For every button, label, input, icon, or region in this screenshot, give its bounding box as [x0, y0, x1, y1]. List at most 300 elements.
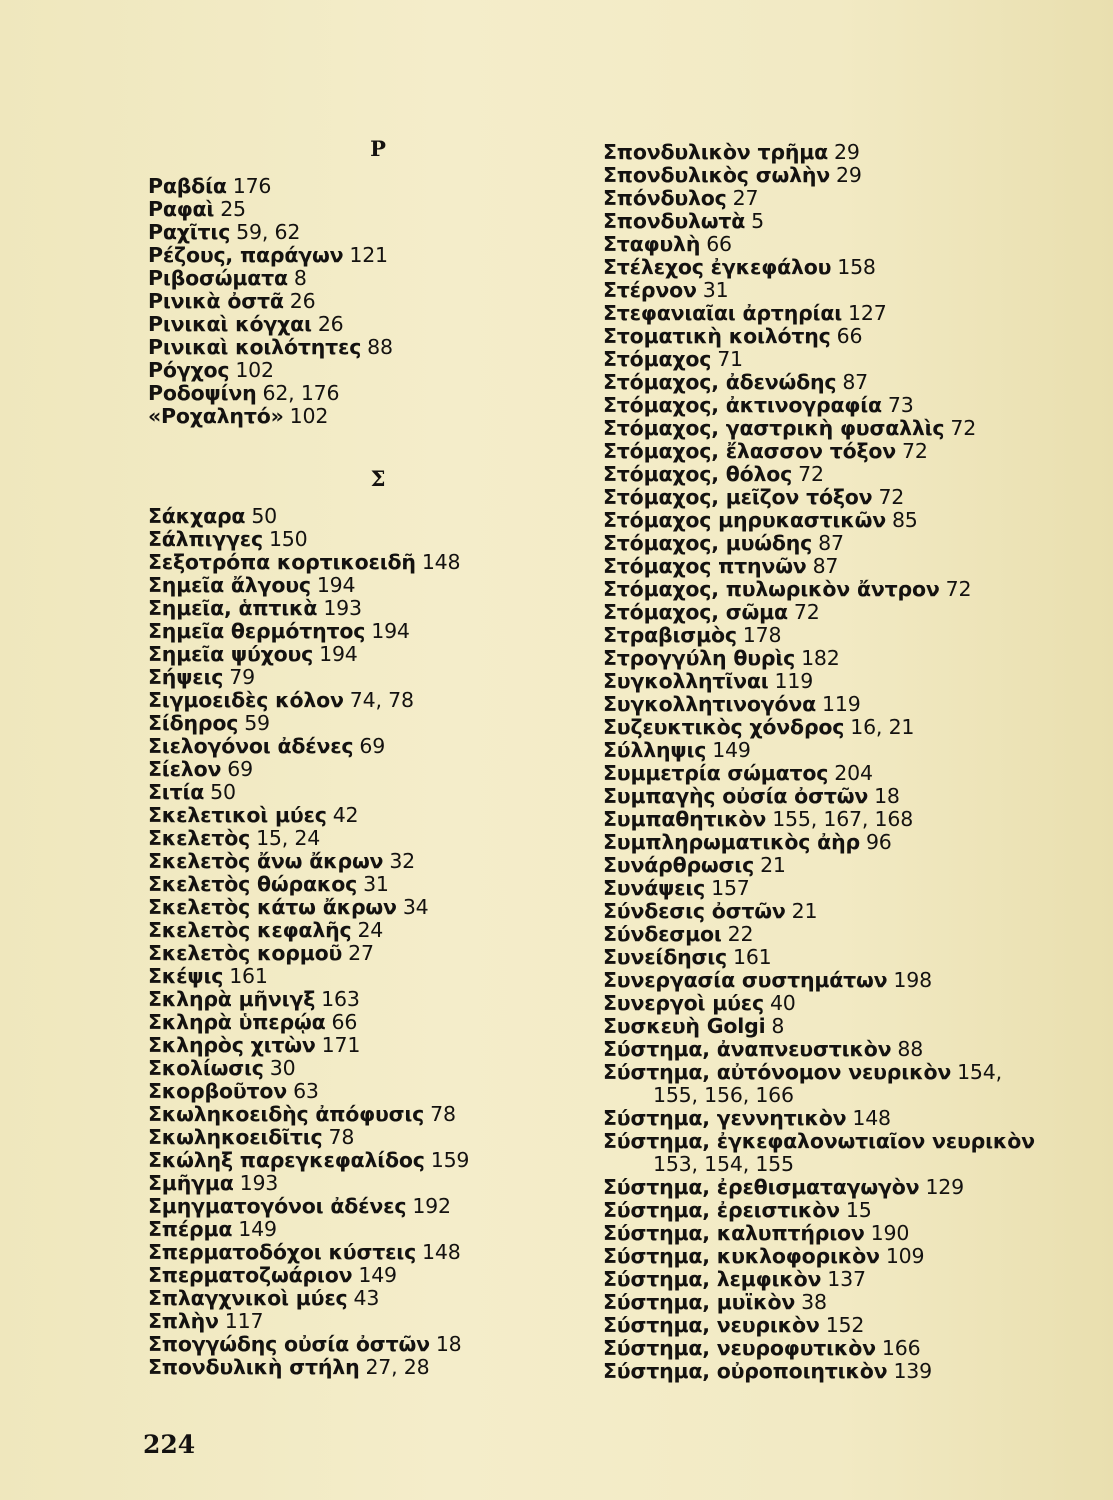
index-page-refs: 87 [818, 531, 844, 555]
index-page-refs: 27, 28 [365, 1355, 430, 1379]
index-page-refs: 15 [845, 1198, 872, 1222]
index-entry [603, 141, 1063, 164]
index-entry-continuation [603, 1153, 1063, 1176]
index-term: Σπογγώδης οὐσία ὀστῶν [148, 1332, 430, 1356]
index-term: Σπονδυλικὴ στήλη [148, 1355, 360, 1379]
index-page-refs: 87 [812, 554, 839, 578]
index-entry [148, 850, 588, 873]
index-page-refs: 73 [887, 393, 914, 417]
index-page-refs: 30 [269, 1056, 296, 1080]
index-page-refs: 87 [842, 370, 868, 394]
index-page-refs: 129 [925, 1175, 964, 1199]
index-entry [148, 221, 588, 244]
index-page-refs: 117 [224, 1309, 264, 1333]
index-entry [603, 900, 1063, 923]
index-page-refs: 18 [435, 1332, 462, 1356]
index-page-refs: 63 [293, 1079, 319, 1103]
index-page-refs: 152 [825, 1313, 865, 1337]
index-entry [603, 762, 1063, 785]
index-entry [603, 1337, 1063, 1360]
index-term: Σμηγματογόνοι ἀδένες [148, 1194, 407, 1218]
index-page-refs: 71 [717, 347, 743, 371]
index-entry [148, 919, 588, 942]
index-entry [148, 666, 588, 689]
index-term: Σιελογόνοι ἀδένες [148, 734, 354, 758]
index-page-refs: 50 [210, 780, 236, 804]
index-entry [603, 279, 1063, 302]
index-term: Συνείδησις [603, 945, 727, 969]
index-term: Σύστημα, ἐρειστικὸν [603, 1198, 840, 1222]
index-page-refs: 79 [229, 665, 255, 689]
index-term: Σπέρμα [148, 1217, 233, 1241]
index-entry [148, 267, 588, 290]
index-page-refs: 119 [822, 692, 861, 716]
index-entry [603, 923, 1063, 946]
index-entry [148, 336, 588, 359]
index-page-refs: 102 [289, 404, 329, 428]
index-term: Σκελετὸς ἄνω ἄκρων [148, 849, 384, 873]
index-page-refs: 161 [733, 945, 772, 969]
index-page-refs: 78 [328, 1125, 355, 1149]
index-term: Σίδηρος [148, 711, 239, 735]
index-term: Συγκολλητινογόνα [603, 692, 817, 716]
index-term: Στόμαχος, πυλωρικὸν ἄντρον [603, 577, 940, 601]
index-term: Σπερματοζωάριον [148, 1263, 353, 1287]
index-term: Ρόγχος [148, 358, 230, 382]
index-entry [148, 735, 588, 758]
index-term: Σκορβοῦτον [148, 1079, 288, 1103]
index-entry [603, 1360, 1063, 1383]
index-term: Ραβδία [148, 174, 227, 198]
index-entry [603, 831, 1063, 854]
index-entry [148, 175, 588, 198]
index-entry [603, 739, 1063, 762]
index-page-refs: 26 [289, 289, 316, 313]
index-entry [148, 804, 588, 827]
index-entry [148, 1333, 588, 1356]
index-term: Σπλαγχνικοὶ μύες [148, 1286, 348, 1310]
index-page-refs: 32 [389, 849, 416, 873]
index-entry [148, 405, 588, 428]
index-term: Σύστημα, οὐροποιητικὸν [603, 1359, 888, 1383]
index-entry [603, 1314, 1063, 1337]
index-term: Σημεῖα θερμότητος [148, 619, 366, 643]
index-page-refs: 154, [957, 1060, 1002, 1084]
index-page-refs: 155, 167, 168 [772, 807, 914, 831]
index-term: Σπονδυλικὸς σωλὴν [603, 163, 831, 187]
index-entry [603, 256, 1063, 279]
index-term: Συζευκτικὸς χόνδρος [603, 715, 845, 739]
index-page-refs: 62, 176 [262, 381, 340, 405]
index-entry [148, 1310, 588, 1333]
index-term: Συγκολλητῖναι [603, 669, 769, 693]
index-page-refs: 34 [402, 895, 429, 919]
index-entry [148, 1080, 588, 1103]
index-page-refs: 161 [229, 964, 268, 988]
index-page-refs: 192 [412, 1194, 451, 1218]
index-page-refs: 88 [367, 335, 393, 359]
index-term: Στόμαχος, ἔλασσον τόξον [603, 439, 897, 463]
index-term: Σκωληκοειδὴς ἀπόφυσις [148, 1102, 425, 1126]
index-term: Σκελετικοὶ μύες [148, 803, 327, 827]
index-entry [148, 781, 588, 804]
index-entry [603, 1245, 1063, 1268]
index-term: Συνάψεις [603, 876, 706, 900]
index-page-refs: 176 [232, 174, 272, 198]
index-term: Σίελον [148, 757, 222, 781]
index-page-refs: 194 [316, 573, 356, 597]
index-entry [148, 643, 588, 666]
index-column-left [148, 138, 588, 1379]
index-entry [148, 1172, 588, 1195]
index-term: Σύστημα, καλυπτήριον [603, 1221, 865, 1245]
index-entry [148, 827, 588, 850]
index-term: Σύστημα, λεμφικὸν [603, 1267, 822, 1291]
index-entry [148, 382, 588, 405]
index-term: Ρινικαὶ κόγχαι [148, 312, 312, 336]
index-page-refs: 31 [363, 872, 389, 896]
index-page-refs: 21 [760, 853, 786, 877]
index-entry [603, 1061, 1063, 1084]
index-entry [603, 325, 1063, 348]
index-page-refs: 66 [331, 1010, 358, 1034]
index-entry [603, 210, 1063, 233]
index-entry [148, 873, 588, 896]
index-entry [603, 992, 1063, 1015]
index-term: Σύστημα, ἐγκεφαλονωτιαῖον νευρικὸν [603, 1129, 1035, 1153]
index-entry [148, 1287, 588, 1310]
index-term: Σταφυλὴ [603, 232, 701, 256]
index-term: Στέρνον [603, 278, 697, 302]
index-page-refs: 158 [837, 255, 876, 279]
index-entry [603, 187, 1063, 210]
index-page-refs: 119 [774, 669, 814, 693]
index-page-refs: 15, 24 [256, 826, 321, 850]
index-term: «Ροχαλητό» [148, 404, 284, 428]
index-term: Σύστημα, γεννητικὸν [603, 1106, 847, 1130]
index-page-refs: 24 [357, 918, 384, 942]
index-page-refs: 149 [238, 1217, 277, 1241]
index-term: Στόμαχος, γαστρικὴ φυσαλλὶς [603, 416, 945, 440]
index-entry [148, 712, 588, 735]
index-page-refs: 26 [317, 312, 344, 336]
index-term: Σκληρὸς χιτὼν [148, 1033, 316, 1057]
index-entry [603, 371, 1063, 394]
index-entry [603, 693, 1063, 716]
index-term: Σκελετὸς κορμοῦ [148, 941, 343, 965]
index-page-refs: 153, 154, 155 [653, 1152, 794, 1176]
index-page-refs: 149 [712, 738, 751, 762]
index-entry [603, 1015, 1063, 1038]
index-entry [603, 1199, 1063, 1222]
index-column-right [603, 141, 1063, 1383]
index-entry [603, 1130, 1063, 1153]
index-term: Συμπαθητικὸν [603, 807, 767, 831]
index-page-refs: 193 [323, 596, 362, 620]
index-entry [148, 528, 588, 551]
index-term: Σκελετὸς [148, 826, 251, 850]
index-page-refs: 18 [874, 784, 900, 808]
index-entry [148, 620, 588, 643]
index-page-refs: 85 [891, 508, 918, 532]
index-page-refs: 190 [870, 1221, 910, 1245]
index-page-refs: 66 [706, 232, 732, 256]
index-term: Σιτία [148, 780, 205, 804]
index-entry [148, 1264, 588, 1287]
index-page-refs: 25 [220, 197, 246, 221]
index-page-refs: 159 [430, 1148, 470, 1172]
index-term: Συνάρθρωσις [603, 853, 755, 877]
index-term: Ρινικὰ ὀστᾶ [148, 289, 284, 313]
index-entry [148, 1241, 588, 1264]
index-entry [148, 1011, 588, 1034]
index-entry [603, 969, 1063, 992]
index-page-refs: 194 [371, 619, 410, 643]
index-term: Στόμαχος, ἀκτινογραφία [603, 393, 882, 417]
index-term: Σπλὴν [148, 1309, 219, 1333]
index-entry [148, 758, 588, 781]
index-page-refs: 139 [893, 1359, 932, 1383]
index-entry [603, 624, 1063, 647]
index-page-refs: 204 [834, 761, 873, 785]
index-term: Σκελετὸς κεφαλῆς [148, 918, 352, 942]
index-page-refs: 66 [836, 324, 863, 348]
index-page-refs: 157 [711, 876, 750, 900]
index-entry [603, 417, 1063, 440]
index-term: Σπερματοδόχοι κύστεις [148, 1240, 417, 1264]
index-term: Σύστημα, ἀναπνευστικὸν [603, 1037, 892, 1061]
index-entry [148, 1057, 588, 1080]
index-page-refs: 38 [801, 1290, 827, 1314]
index-entry [148, 505, 588, 528]
index-entry [148, 313, 588, 336]
index-page-refs: 149 [358, 1263, 397, 1287]
index-term: Ροδοψίνη [148, 381, 257, 405]
index-page-refs: 59, 62 [236, 220, 301, 244]
index-term: Σκώληξ παρεγκεφαλίδος [148, 1148, 425, 1172]
index-page-refs: 155, 156, 166 [653, 1083, 794, 1107]
index-entry [148, 597, 588, 620]
index-term: Ρέζους, παράγων [148, 243, 344, 267]
index-page-refs: 8 [293, 266, 307, 290]
index-term: Στόμαχος, ἀδενώδης [603, 370, 837, 394]
index-entry [148, 942, 588, 965]
index-entry [148, 965, 588, 988]
index-page-refs: 72 [798, 462, 824, 486]
index-term: Στόμαχος, μεῖζον τόξον [603, 485, 873, 509]
index-entry [603, 716, 1063, 739]
index-page-refs: 72 [950, 416, 977, 440]
index-term: Συσκευὴ Golgi [603, 1014, 766, 1038]
index-entry [148, 988, 588, 1011]
index-entry [603, 1268, 1063, 1291]
index-term: Συνεργοὶ μύες [603, 991, 764, 1015]
index-term: Συνεργασία συστημάτων [603, 968, 888, 992]
index-page-refs: 59 [244, 711, 270, 735]
index-entry [148, 1149, 588, 1172]
index-term: Στόμαχος, μυώδης [603, 531, 813, 555]
index-term: Συμμετρία σώματος [603, 761, 829, 785]
index-page-refs: 102 [235, 358, 274, 382]
index-page-refs: 72 [902, 439, 928, 463]
index-entry [148, 198, 588, 221]
index-term: Σάκχαρα [148, 504, 246, 528]
index-entry [603, 302, 1063, 325]
index-page-refs: 137 [827, 1267, 866, 1291]
index-entry [603, 1222, 1063, 1245]
index-entry [148, 1034, 588, 1057]
index-entry [148, 290, 588, 313]
index-entry [148, 1356, 588, 1379]
index-entry [603, 509, 1063, 532]
index-entry [603, 1038, 1063, 1061]
index-term: Σκελετὸς θώρακος [148, 872, 358, 896]
index-entry [148, 1218, 588, 1241]
index-term: Σημεῖα ἄλγους [148, 573, 311, 597]
index-term: Ρινικαὶ κοιλότητες [148, 335, 362, 359]
index-term: Σκωληκοειδῖτις [148, 1125, 323, 1149]
index-entry [603, 394, 1063, 417]
index-term: Σκέψις [148, 964, 224, 988]
index-entry [603, 808, 1063, 831]
index-term: Σύστημα, μυϊκὸν [603, 1290, 796, 1314]
index-term: Σκληρὰ ὑπερῴα [148, 1010, 326, 1034]
index-entry [603, 785, 1063, 808]
index-page-refs: 27 [732, 186, 759, 210]
index-entry [603, 877, 1063, 900]
section-letter-heading: Ρ [370, 136, 386, 161]
index-page-refs: 72 [945, 577, 972, 601]
index-term: Στόμαχος, σῶμα [603, 600, 788, 624]
index-term: Σπόνδυλος [603, 186, 727, 210]
index-entry [603, 348, 1063, 371]
index-term: Σήψεις [148, 665, 224, 689]
index-entry [603, 601, 1063, 624]
index-page-refs: 109 [885, 1244, 925, 1268]
index-page-refs: 148 [422, 1240, 461, 1264]
index-entry [603, 1107, 1063, 1130]
index-entry [148, 896, 588, 919]
index-page-refs: 29 [836, 163, 862, 187]
index-term: Σύστημα, αὐτόνομον νευρικὸν [603, 1060, 952, 1084]
section-letter-heading: Σ [370, 466, 386, 491]
index-entry-continuation [603, 1084, 1063, 1107]
index-page-refs: 78 [430, 1102, 456, 1126]
index-term: Ραχῖτις [148, 220, 231, 244]
index-term: Στόμαχος πτηνῶν [603, 554, 807, 578]
index-term: Σμῆγμα [148, 1171, 234, 1195]
index-page-refs: 42 [332, 803, 359, 827]
index-term: Συμπληρωματικὸς ἀὴρ [603, 830, 860, 854]
index-entry [603, 578, 1063, 601]
index-term: Σιγμοειδὲς κόλον [148, 688, 344, 712]
index-entry [148, 551, 588, 574]
index-page-refs: 27 [348, 941, 374, 965]
index-term: Σύλληψις [603, 738, 707, 762]
index-entry [603, 1291, 1063, 1314]
index-page-refs: 29 [834, 140, 860, 164]
index-page-refs: 21 [791, 899, 818, 923]
index-entry [603, 486, 1063, 509]
index-term: Ριβοσώματα [148, 266, 288, 290]
index-term: Ραφαὶ [148, 197, 215, 221]
index-term: Σημεῖα ψύχους [148, 642, 314, 666]
index-entry [603, 946, 1063, 969]
section-spacer [148, 428, 588, 468]
index-page-refs: 50 [251, 504, 278, 528]
index-page-refs: 88 [897, 1037, 924, 1061]
index-entry [603, 164, 1063, 187]
index-entry [603, 532, 1063, 555]
index-term: Σπονδυλικὸν τρῆμα [603, 140, 829, 164]
index-page-refs: 150 [268, 527, 308, 551]
index-page-refs: 182 [801, 646, 840, 670]
index-page-refs: 148 [852, 1106, 891, 1130]
index-page-refs: 43 [353, 1286, 380, 1310]
index-term: Σάλπιγγες [148, 527, 263, 551]
index-page-refs: 194 [319, 642, 358, 666]
index-term: Στραβισμὸς [603, 623, 737, 647]
index-term: Σύνδεσμοι [603, 922, 722, 946]
index-term: Στοματικὴ κοιλότης [603, 324, 831, 348]
index-entry [148, 689, 588, 712]
index-page-refs: 40 [769, 991, 796, 1015]
index-entry [603, 463, 1063, 486]
index-entry [148, 1195, 588, 1218]
index-page-refs: 16, 21 [850, 715, 915, 739]
index-page-refs: 74, 78 [349, 688, 414, 712]
index-page-refs: 198 [893, 968, 932, 992]
index-page-refs: 31 [702, 278, 729, 302]
index-page-refs: 5 [751, 209, 764, 233]
index-entry [603, 670, 1063, 693]
index-entry [148, 359, 588, 382]
index-page-refs: 69 [227, 757, 253, 781]
index-term: Σκελετὸς κάτω ἄκρων [148, 895, 397, 919]
index-entry [603, 1176, 1063, 1199]
index-term: Στόμαχος μηρυκαστικῶν [603, 508, 886, 532]
index-page-refs: 163 [321, 987, 360, 1011]
index-page-refs: 148 [421, 550, 461, 574]
index-term: Σύστημα, νευρικὸν [603, 1313, 820, 1337]
index-term: Σύστημα, κυκλοφορικὸν [603, 1244, 880, 1268]
index-term: Σύνδεσις ὀστῶν [603, 899, 786, 923]
index-page-refs: 8 [771, 1014, 785, 1038]
index-term: Σύστημα, ἐρεθισματαγωγὸν [603, 1175, 920, 1199]
index-term: Στέλεχος ἐγκεφάλου [603, 255, 832, 279]
index-term: Συμπαγὴς οὐσία ὀστῶν [603, 784, 869, 808]
index-entry [603, 440, 1063, 463]
index-entry [148, 1126, 588, 1149]
index-page-refs: 72 [878, 485, 905, 509]
index-entry [148, 574, 588, 597]
index-page-refs: 96 [865, 830, 892, 854]
index-term: Σπονδυλωτὰ [603, 209, 746, 233]
index-entry [603, 854, 1063, 877]
index-entry [148, 1103, 588, 1126]
index-term: Στεφανιαῖαι ἀρτηρίαι [603, 301, 843, 325]
index-page-refs: 72 [793, 600, 820, 624]
index-term: Σκολίωσις [148, 1056, 264, 1080]
index-term: Στόμαχος [603, 347, 712, 371]
index-entry [148, 244, 588, 267]
index-page-refs: 121 [349, 243, 388, 267]
index-page-refs: 69 [359, 734, 386, 758]
index-term: Στόμαχος, θόλος [603, 462, 793, 486]
index-entry [603, 555, 1063, 578]
index-page-refs: 193 [239, 1171, 279, 1195]
page-number: 224 [143, 1430, 196, 1459]
